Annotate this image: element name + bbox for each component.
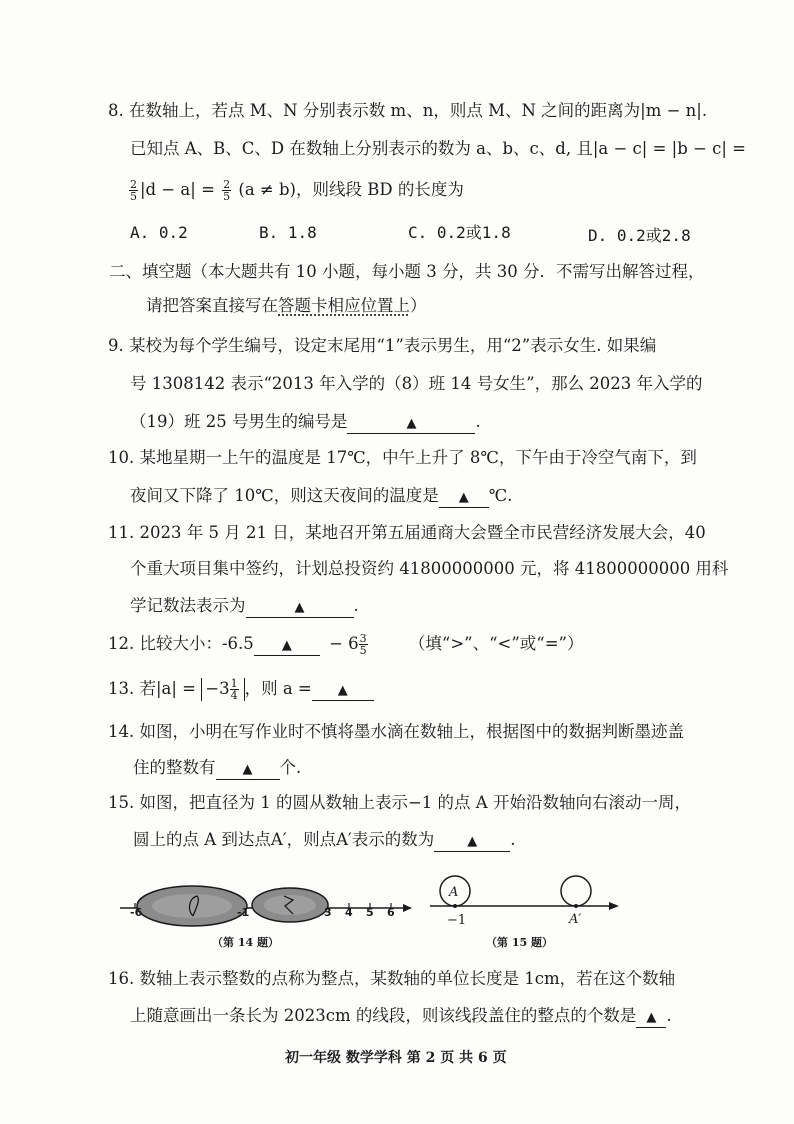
q8-line2: 已知点 A、B、C、D 在数轴上分别表示的数为 a、b、c、d, 且|a − c| = |b − c| = xyxy=(130,139,746,158)
q15-answer-blank[interactable]: ▲ xyxy=(434,831,510,852)
q12-mixed-number: − 6 $\frac{3}{5}$ xyxy=(329,632,367,657)
q8-option-a: A. 0.2 xyxy=(130,223,188,242)
q16-line1: 16. 数轴上表示整数的点称为整点，某数轴的单位长度是 1cm，若在这个数轴 xyxy=(108,969,676,988)
q9-line3: （19）班 25 号男生的编号是 ▲ . xyxy=(130,408,481,434)
label-a-prime: A′ xyxy=(569,912,582,927)
q13-absolute-value: −3 $\frac{1}{4}$ xyxy=(201,678,244,701)
label-minus-one: −1 xyxy=(447,913,467,928)
tick-label-neg1: -1 xyxy=(237,906,250,919)
figure-15-rolling-circle xyxy=(425,860,625,932)
q8-option-c: C. 0.2或1.8 xyxy=(408,223,511,242)
q16-line2: 上随意画出一条长为 2023cm 的线段，则该线段盖住的整点的个数是 ▲ . xyxy=(130,1002,672,1028)
q16-answer-blank[interactable]: ▲ xyxy=(636,1007,666,1028)
q11-line1: 11. 2023 年 5 月 21 日，某地召开第五届通商大会暨全市民营经济发展大会，40 xyxy=(108,523,706,542)
q10-line2: 夜间又下降了 10℃，则这天夜间的温度是 ▲ ℃. xyxy=(130,482,512,508)
q12-answer-blank[interactable]: ▲ xyxy=(254,635,320,656)
tick-label-5: 5 xyxy=(366,906,374,919)
circle-end xyxy=(561,876,591,906)
tick-label-neg6: -6 xyxy=(130,906,143,919)
tick-label-3: 3 xyxy=(324,906,332,919)
label-a: A xyxy=(449,885,459,900)
figure-14-number-line xyxy=(115,870,415,930)
q13-line: 13. 若|a| = −3 $\frac{1}{4}$ ，则 a = ▲ xyxy=(108,675,374,701)
section2-instruction: 请把答案直接写在答题卡相应位置上） xyxy=(146,296,427,315)
q14-line2: 住的整数有 ▲ 个. xyxy=(133,754,301,780)
q13-answer-blank[interactable]: ▲ xyxy=(312,680,374,701)
section2-emphasis: 答题卡相应位置上 xyxy=(278,296,410,315)
q14-answer-blank[interactable]: ▲ xyxy=(216,759,280,780)
q10-line1: 10. 某地星期一上午的温度是 17℃，中午上升了 8℃，下午由于冷空气南下，到 xyxy=(108,448,697,467)
q9-line2: 号 1308142 表示“2013 年入学的（8）班 14 号女生”，那么 2023 年入学的 xyxy=(130,374,703,393)
q11-answer-blank[interactable]: ▲ xyxy=(246,597,354,618)
q8-fraction-1: $\frac{2}{5}$ xyxy=(130,178,137,203)
q8-mid2: (a ≠ b)，则线段 BD 的长度为 xyxy=(238,180,464,199)
q11-line2: 个重大项目集中签约，计划总投资约 41800000000 元，将 41800000000 用科 xyxy=(130,559,729,578)
section2-title: 二、填空题（本大题共有 10 小题，每小题 3 分，共 30 分．不需写出解答过程， xyxy=(109,262,705,281)
q15-line2: 圆上的点 A 到达点A′，则点A′表示的数为 ▲ . xyxy=(133,826,515,852)
q12-hint: （填“>”、“<”或“=”） xyxy=(408,634,584,653)
tick-label-6: 6 xyxy=(387,906,395,919)
q9-line1: 9. 某校为每个学生编号，设定末尾用“1”表示男生，用“2”表示女生. 如果编 xyxy=(108,336,657,355)
q8-line1: 8. 在数轴上，若点 M、N 分别表示数 m、n，则点 M、N 之间的距离为|m − n|. xyxy=(108,101,708,120)
q11-line3: 学记数法表示为 ▲ . xyxy=(130,592,359,618)
q14-line1: 14. 如图，小明在写作业时不慎将墨水滴在数轴上，根据图中的数据判断墨迹盖 xyxy=(108,722,684,741)
tick-label-4: 4 xyxy=(345,906,353,919)
figure-15-caption: （第 15 题） xyxy=(486,936,553,949)
q8-fraction-2: $\frac{2}{5}$ xyxy=(223,178,231,203)
q8-line3 xyxy=(127,176,464,202)
figure-14-caption: （第 14 题） xyxy=(212,936,279,949)
q10-answer-blank[interactable]: ▲ xyxy=(439,487,489,508)
q15-line1: 15. 如图，把直径为 1 的圆从数轴上表示−1 的点 A 开始沿数轴向右滚动一周， xyxy=(108,793,691,812)
q8-mid1: |d − a| = xyxy=(140,180,215,199)
q8-option-d: D. 0.2或2.8 xyxy=(588,226,691,245)
page-footer: 初一年级 数学学科 第 2 页 共 6 页 xyxy=(285,1050,507,1066)
q8-option-b: B. 1.8 xyxy=(259,223,317,242)
q12-line: 12. 比较大小：-6.5 ▲ − 6 $\frac{3}{5}$ （填“>”、“<”或“=”） xyxy=(108,632,584,657)
q9-answer-blank[interactable]: ▲ xyxy=(347,413,475,434)
